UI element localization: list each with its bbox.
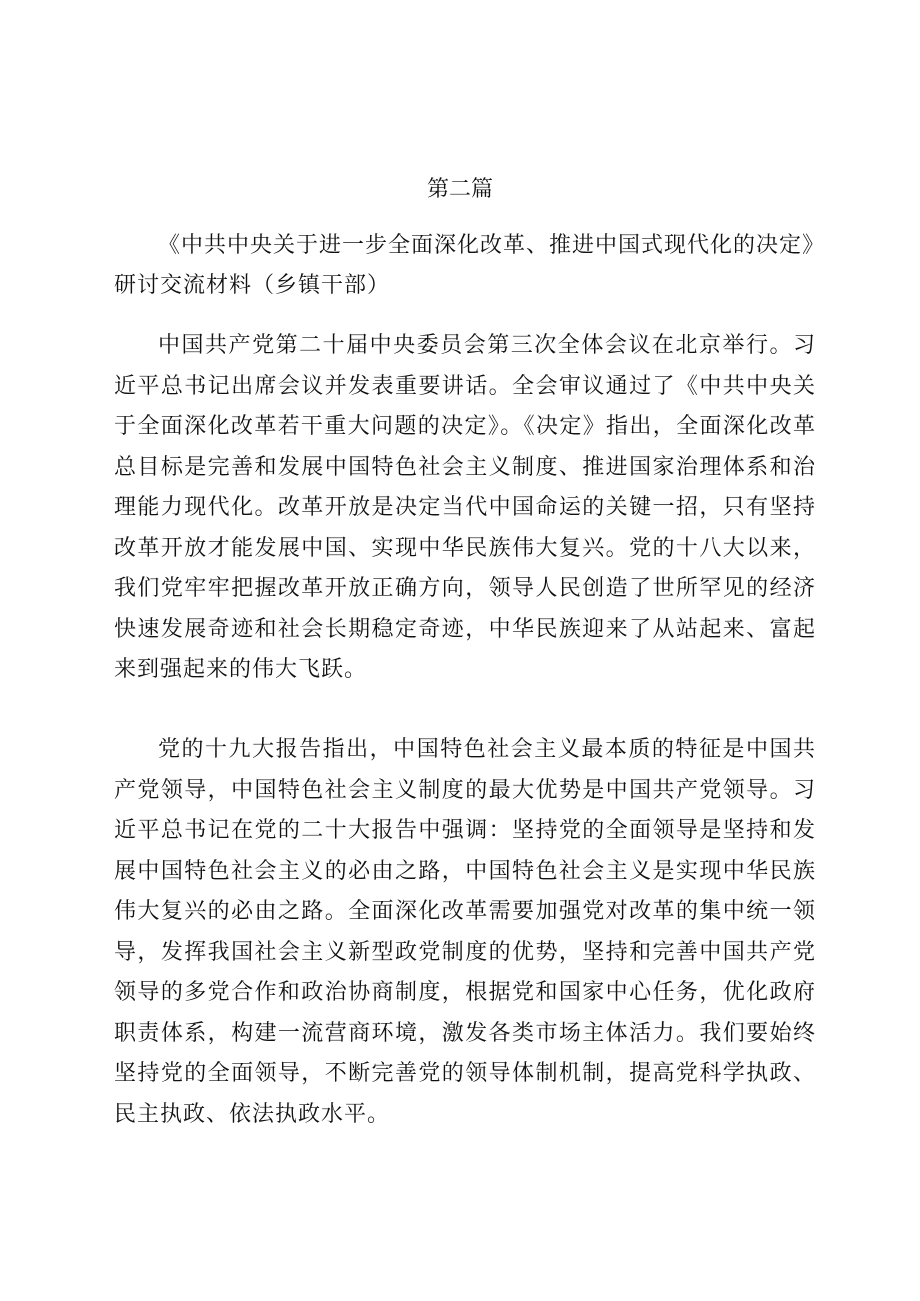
document-title: 《中共中央关于进一步全面深化改革、推进中国式现代化的决定》研讨交流材料（乡镇干部） <box>114 233 815 298</box>
body-paragraph-2: 党的十九大报告指出，中国特色社会主义最本质的特征是中国共产党领导，中国特色社会主义制度的最大优势是中国共产党领导。习近平总书记在党的二十大报告中强调：坚持党的全面领导是坚持和发展中国特色社会主义的必由之路，中国特色社会主义是实现中华民族伟大复兴的必由之路。全面深化改革需要加强党对改革的集中统一领导，发挥我国社会主义新型政党制度的优势，坚持和完善中国共产党领导的多党合作和政治协商制度，根据党和国家中心任务，优化政府职责体系，构建一流营商环境，激发各类市场主体活力。我们要始终坚持党的全面领导，不断完善党的领导体制机制，提高党科学执政、民主执政、依法执政水平。 <box>114 737 816 1127</box>
section-heading: 第二篇 <box>426 177 493 202</box>
body-paragraph-1: 中国共产党第二十届中央委员会第三次全体会议在北京举行。习近平总书记出席会议并发表重要讲话。全会审议通过了《中共中央关于全面深化改革若干重大问题的决定》。《决定》指出，全面深化改革总目标是完善和发展中国特色社会主义制度、推进国家治理体系和治理能力现代化。改革开放是决定当代中国命运的关键一招，只有坚持改革开放才能发展中国、实现中华民族伟大复兴。党的十八大以来，我们党牢牢把握改革开放正确方向，领导人民创造了世所罕见的经济快速发展奇迹和社会长期稳定奇迹，中华民族迎来了从站起来、富起来到强起来的伟大飞跃。 <box>114 333 816 682</box>
